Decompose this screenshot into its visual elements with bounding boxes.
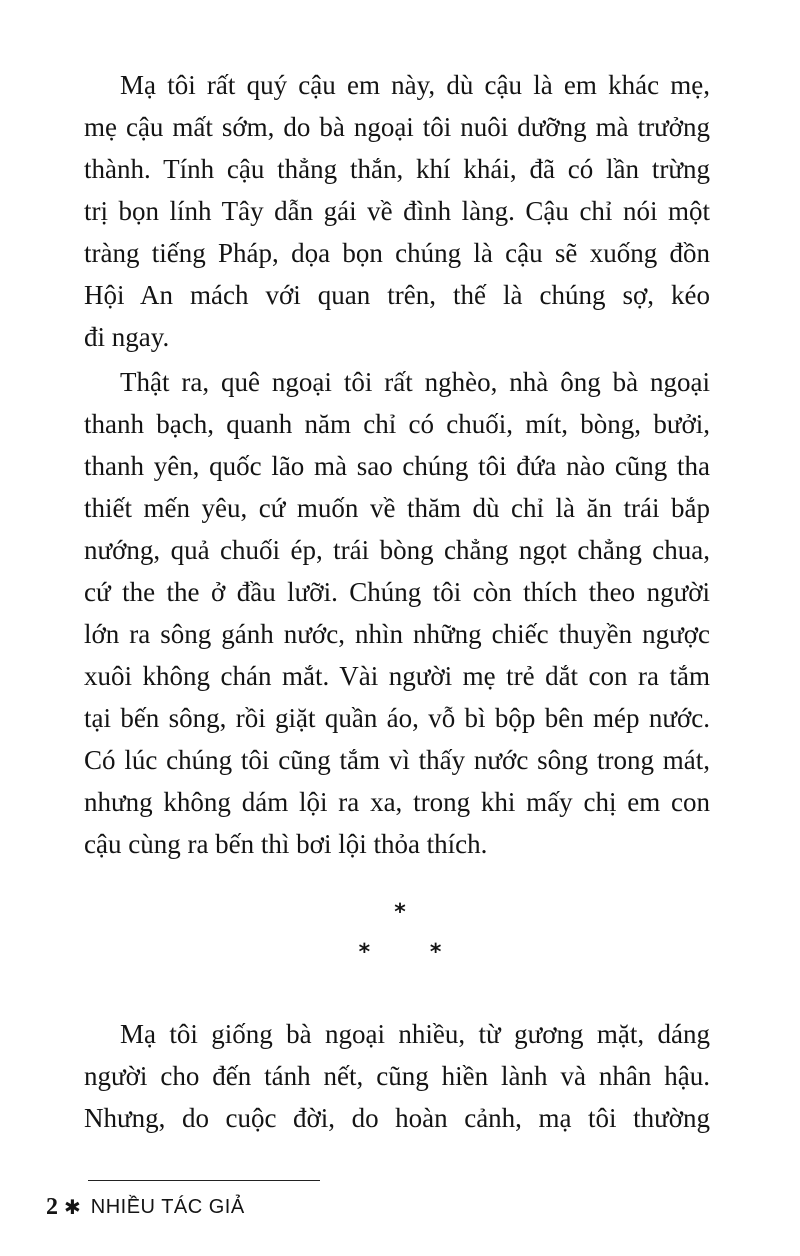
running-footer-author: NHIỀU TÁC GIẢ [90,1195,245,1218]
text-line: Mạ tôi rất quý cậu em này, dù cậu là em khác mẹ, [120,70,710,100]
paragraph-3 [84,1013,710,1139]
paragraph-2 [84,361,710,865]
text-line: Hội An mách với quan trên, thế là chúng sợ, kéo [84,280,710,310]
text-line: thanh yên, quốc lão mà sao chúng tôi đứa nào cũng tha [84,451,710,481]
text-line: lớn ra sông gánh nước, nhìn những chiếc thuyền ngược [84,619,710,649]
text-line: xuôi không chán mắt. Vài người mẹ trẻ dắt con ra tắm [84,661,710,691]
text-line: thiết mến yêu, cứ muốn về thăm dù chỉ là ăn trái bắp [84,493,710,523]
text-line: Có lúc chúng tôi cũng tắm vì thấy nước sông trong mát, [84,745,710,775]
text-line: người cho đến tánh nết, cũng hiền lành và nhân hậu. [84,1061,710,1091]
text-line: tràng tiếng Pháp, dọa bọn chúng là cậu sẽ xuống đồn [84,238,710,268]
text-line: thành. Tính cậu thẳng thắn, khí khái, đã có lần trừng [84,154,710,184]
text-line: trị bọn lính Tây dẫn gái về đình làng. Cậu chỉ nói một [84,196,710,226]
text-line: cứ the the ở đầu lưỡi. Chúng tôi còn thích theo người [84,577,710,607]
text-line: mẹ cậu mất sớm, do bà ngoại tôi nuôi dưỡng mà trưởng [84,112,710,142]
text-line: tại bến sông, rồi giặt quần áo, vỗ bì bộp bên mép nước. [84,703,710,733]
text-line: nhưng không dám lội ra xa, trong khi mấy chị em con [84,787,710,817]
paragraph-1 [84,64,710,358]
star-icon: ✱ [64,1195,81,1219]
text-line: Thật ra, quê ngoại tôi rất nghèo, nhà ông bà ngoại [120,367,710,397]
page-number: 2 [46,1193,58,1220]
footer-divider [88,1180,320,1181]
section-break-asterisk-top: * [394,900,406,925]
text-line: thanh bạch, quanh năm chỉ có chuối, mít, bòng, bưởi, [84,409,710,439]
text-line: Mạ tôi giống bà ngoại nhiều, từ gương mặt, dáng [120,1019,710,1049]
section-break-asterisk-bottom: * * [358,940,468,965]
text-line: nướng, quả chuối ép, trái bòng chẳng ngọt chẳng chua, [84,535,710,565]
page-footer [46,1192,245,1222]
text-line: cậu cùng ra bến thì bơi lội thỏa thích. [84,829,488,859]
text-line: đi ngay. [84,322,170,352]
text-line: Nhưng, do cuộc đời, do hoàn cảnh, mạ tôi thường [84,1103,710,1133]
